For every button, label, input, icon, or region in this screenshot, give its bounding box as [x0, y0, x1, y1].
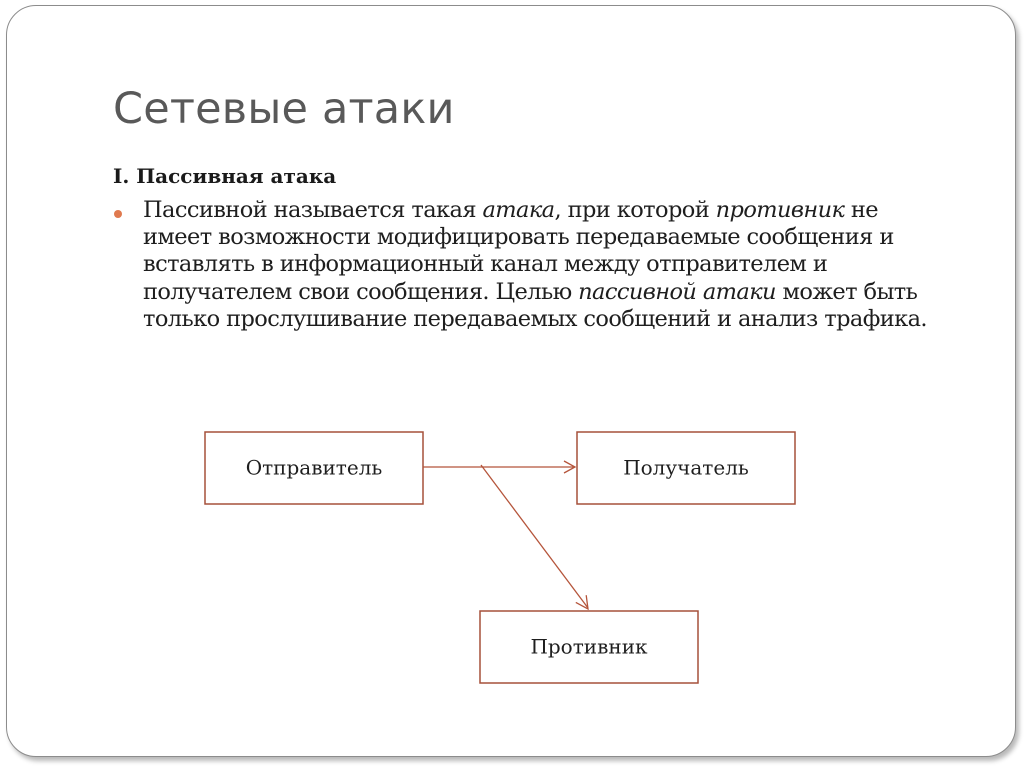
- bullet-text-part: не имеет возможности модифицировать передаваемые сообщения и вставлять в информационный канал между отправителем и получателем свои сообщения. Целью: [143, 197, 894, 305]
- bullet-text-part: Пассивной называется такая: [143, 197, 483, 223]
- node-receiver-label: Получатель: [623, 455, 749, 480]
- bullet-text-part: может быть только прослушивание передаваемых сообщений и анализ трафика.: [143, 278, 927, 332]
- edge-sender-receiver: [423, 461, 575, 473]
- slide-title: Сетевые атаки: [113, 84, 455, 134]
- node-receiver: [577, 432, 795, 504]
- bullet-term-passive-attack: пассивной атаки: [578, 278, 776, 305]
- arrowhead-icon: [576, 595, 588, 609]
- edge-sender-adversary: [481, 465, 588, 609]
- node-sender: [205, 432, 423, 504]
- edge-sender-adversary-line: [481, 465, 588, 608]
- section-heading: I. Пассивная атака: [113, 164, 337, 188]
- node-adversary: [480, 611, 698, 683]
- node-adversary-label: Противник: [530, 634, 648, 659]
- bullet-term-adversary: противник: [715, 197, 845, 223]
- bullet-text-part: , при которой: [554, 197, 716, 223]
- node-sender-label: Отправитель: [245, 455, 383, 480]
- bullet-term-attack: атака: [482, 197, 555, 223]
